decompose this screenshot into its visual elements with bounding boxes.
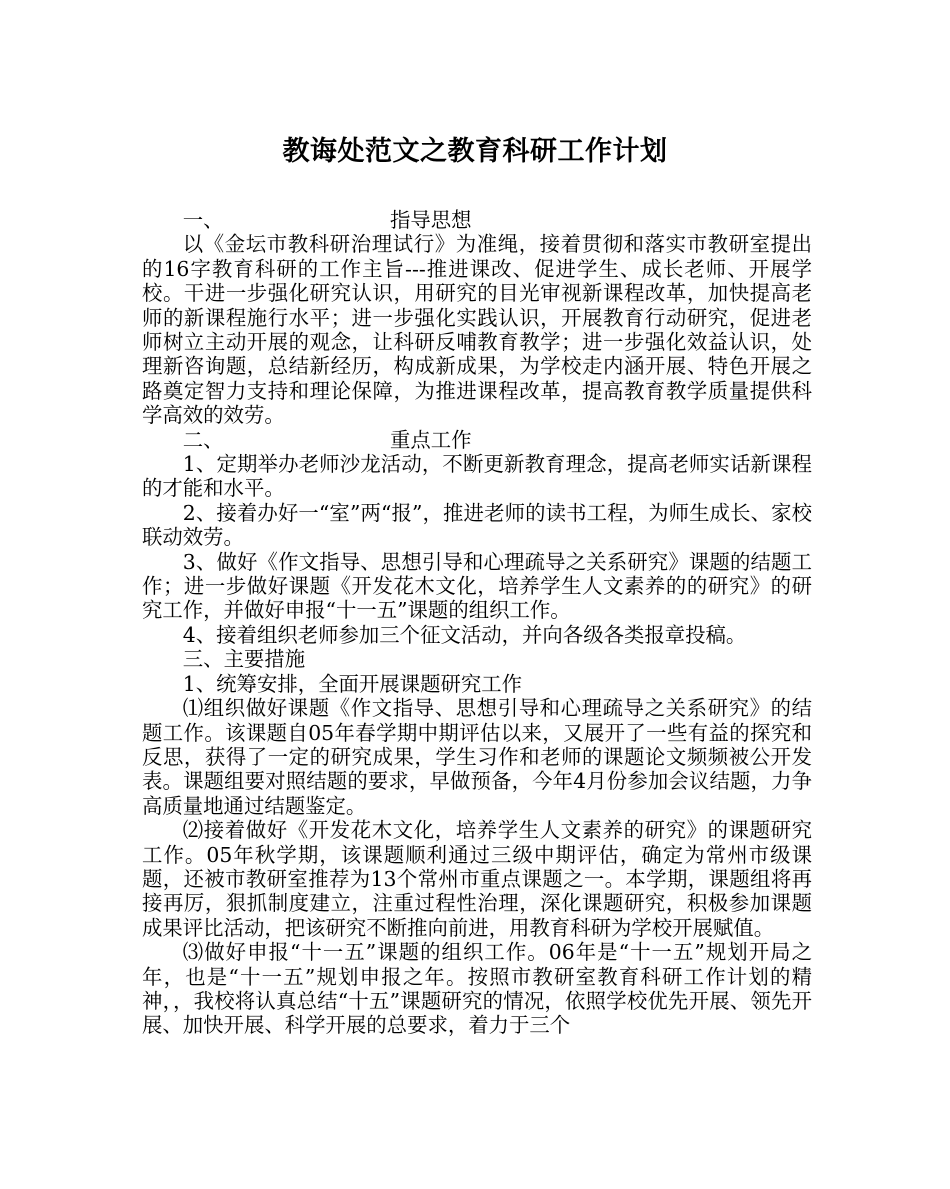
paragraph: ⑶做好申报“十一五”课题的组织工作。06年是“十一五”规划开局之年，也是“十一五”规划申报之年。按照市教研室教育科研工作计划的精神，，我校将认真总结“十五”课题研究的情况，依照学校优先开展、领先开展、加快开展、科学开展的总要求，着力于三个: [142, 940, 812, 1038]
section-heading-3: 三、主要措施: [182, 647, 306, 672]
section-number: 二、: [182, 427, 224, 452]
section-title: 指导思想: [390, 208, 472, 232]
section-title: 重点工作: [390, 427, 472, 452]
paragraph: 4、接着组织老师参加三个征文活动，并向各级各类报章投稿。: [182, 622, 747, 647]
section-heading-1: [142, 208, 812, 232]
paragraph: 1、定期举办老师沙龙活动，不断更新教育理念，提高老师实话新课程的才能和水平。: [142, 452, 812, 501]
paragraph: 3、做好《作文指导、思想引导和心理疏导之关系研究》课题的结题工作；进一步做好课题《开发花木文化，培养学生人文素养的的研究》的研究工作，并做好申报“十一五”课题的组织工作。: [142, 549, 812, 623]
paragraph: 2、接着办好一“室”两“报”，推进老师的读书工程，为师生成长、家校联动效劳。: [142, 500, 812, 550]
paragraph: ⑴组织做好课题《作文指导、思想引导和心理疏导之关系研究》的结题工作。该课题自05年春学期中期评估以来，又展开了一些有益的探究和反思，获得了一定的研究成果，学生习作和老师的课题论文频频被公开发表。课题组要对照结题的要求，早做预备，今年4月份参加会议结题，力争高质量地通过结题鉴定。: [142, 696, 812, 818]
document-body: [142, 208, 812, 1038]
subsection-heading: 1、统筹安排，全面开展课题研究工作: [182, 671, 523, 696]
document-title: 教诲处范文之教育科研工作计划: [282, 136, 668, 167]
section-number: 一、: [182, 208, 224, 232]
paragraph: 以《金坛市教科研治理试行》为准绳，接着贯彻和落实市教研室提出的16字教育科研的工作主旨---推进课改、促进学生、成长老师、开展学校。干进一步强化研究认识，用研究的目光审视新课程改革，加快提高老师的新课程施行水平；进一步强化实践认识，开展教育行动研究，促进老师树立主动开展的观念，让科研反哺教育教学；进一步强化效益认识，处理新咨询题，总结新经历，构成新成果，为学校走内涵开展、特色开展之路奠定智力支持和理论保障，为推进课程改革，提高教育教学质量提供科学高效的效劳。: [142, 232, 812, 428]
paragraph: ⑵接着做好《开发花木文化，培养学生人文素养的研究》的课题研究工作。05年秋学期，该课题顺利通过三级中期评估，确定为常州市级课题，还被市教研室推荐为13个常州市重点课题之一。本学期，课题组将再接再厉，狠抓制度建立，注重过程性治理，深化课题研究，积极参加课题成果评比活动，把该研究不断推向前进，用教育科研为学校开展赋值。: [142, 818, 812, 940]
section-heading-2: [142, 428, 812, 452]
